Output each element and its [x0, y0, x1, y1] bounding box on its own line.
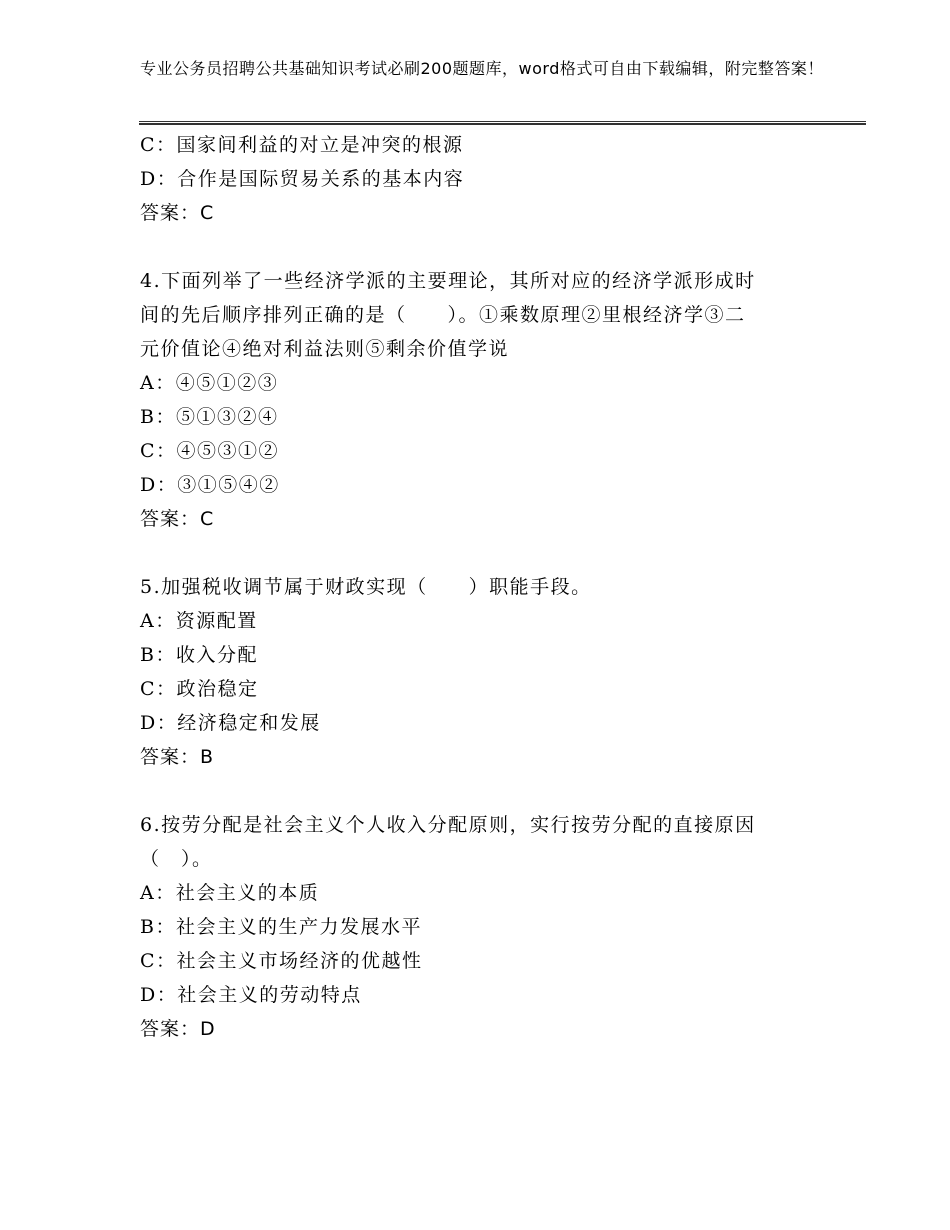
question-stem-line: （ ）。 — [140, 848, 213, 870]
option-a: A：资源配置 — [140, 610, 258, 632]
question-continuation — [140, 128, 840, 230]
option-c: C：社会主义市场经济的优越性 — [140, 950, 423, 972]
option-a: A：社会主义的本质 — [140, 882, 320, 904]
option-d: D：经济稳定和发展 — [140, 712, 321, 734]
page-header — [140, 58, 840, 80]
option-c: C：国家间利益的对立是冲突的根源 — [140, 134, 464, 156]
answer-line: 答案：D — [140, 1018, 216, 1040]
header-divider — [139, 121, 866, 125]
question-stem-line: 5.加强税收调节属于财政实现（ ）职能手段。 — [140, 576, 592, 598]
option-b: B：收入分配 — [140, 644, 258, 666]
answer-line: 答案：C — [140, 508, 215, 530]
question-stem-line: 间的先后顺序排列正确的是（ ）。①乘数原理②里根经济学③二 — [140, 304, 746, 326]
option-c: C：④⑤③①② — [140, 440, 280, 462]
option-a: A：④⑤①②③ — [140, 372, 279, 394]
option-b: B：⑤①③②④ — [140, 406, 279, 428]
question-stem-line: 元价值论④绝对利益法则⑤剩余价值学说 — [140, 338, 510, 360]
answer-line: 答案：B — [140, 746, 215, 768]
question-stem-line: 4.下面列举了一些经济学派的主要理论，其所对应的经济学派形成时 — [140, 270, 756, 292]
spacer — [140, 536, 840, 570]
question-4 — [140, 264, 840, 536]
question-6 — [140, 808, 840, 1046]
answer-line: 答案：C — [140, 202, 215, 224]
spacer — [140, 230, 840, 264]
question-list — [140, 128, 840, 1046]
option-b: B：社会主义的生产力发展水平 — [140, 916, 422, 938]
option-d: D：社会主义的劳动特点 — [140, 984, 362, 1006]
spacer — [140, 774, 840, 808]
option-d: D：合作是国际贸易关系的基本内容 — [140, 168, 465, 190]
question-stem-line: 6.按劳分配是社会主义个人收入分配原则，实行按劳分配的直接原因 — [140, 814, 756, 836]
header-title: 专业公务员招聘公共基础知识考试必刷200题题库，word格式可自由下载编辑，附完整答案！ — [140, 59, 824, 78]
option-d: D：③①⑤④② — [140, 474, 280, 496]
option-c: C：政治稳定 — [140, 678, 259, 700]
question-5 — [140, 570, 840, 774]
